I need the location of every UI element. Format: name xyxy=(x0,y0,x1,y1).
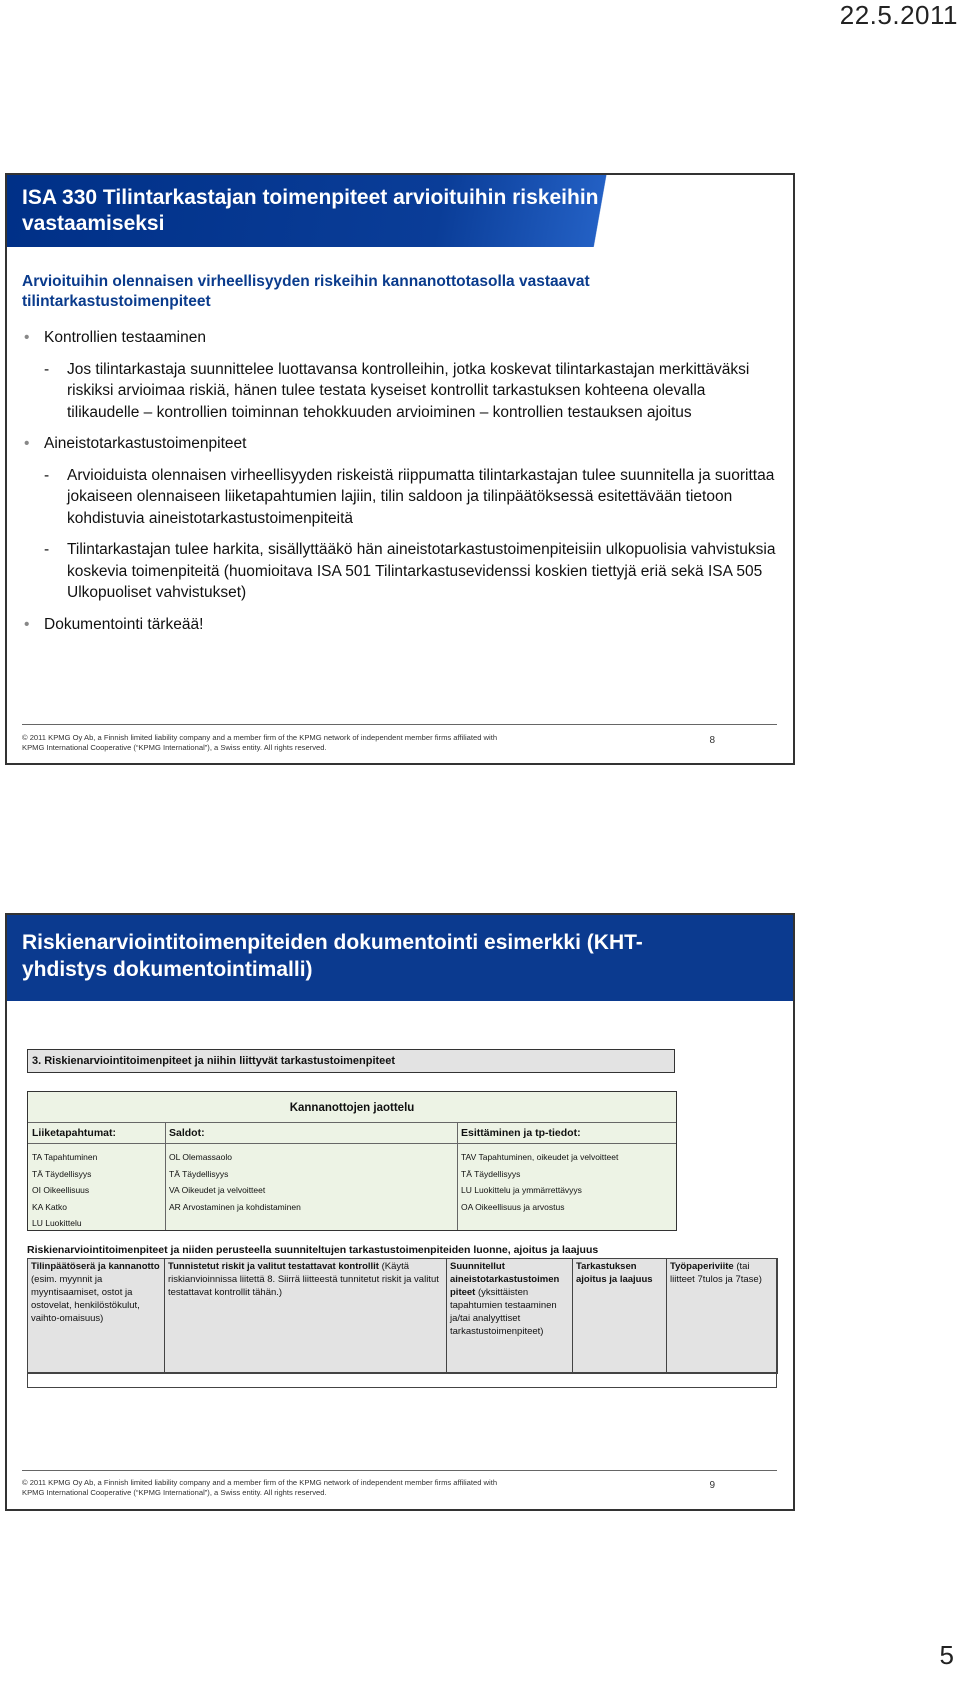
footer-line: © 2011 KPMG Oy Ab, a Finnish limited liability company and a member firm of the KPMG network of independent member firms affiliated with xyxy=(22,1478,498,1487)
dash-icon: - xyxy=(44,541,50,558)
slide-footer xyxy=(22,733,522,753)
section-header-text: 3. Riskienarviointitoimenpiteet ja niihin liittyvät tarkastustoimenpiteet xyxy=(32,1055,396,1067)
footer-line: © 2011 KPMG Oy Ab, a Finnish limited liability company and a member firm of the KPMG network of independent member firms affiliated with xyxy=(22,733,498,742)
page-date: 22.5.2011 xyxy=(839,0,958,30)
table-cell: Tarkastuksen ajoitus ja laajuus xyxy=(572,1258,667,1374)
footer-line: KPMG International Cooperative (“KPMG International”), a Swiss entity. All rights reserved. xyxy=(22,1488,327,1497)
dash-icon: - xyxy=(44,466,50,484)
dash-item xyxy=(22,465,782,530)
list-item: TÄ Täydellisyys xyxy=(169,1168,229,1179)
footer-divider xyxy=(22,1470,777,1471)
list-item: TÄ Täydellisyys xyxy=(32,1168,92,1179)
table-cell: Tilinpäätöserä ja kannanotto (esim. myynnit ja myyntisaamiset, ostot ja ostovelat, henkilöstökulut, vaihto-omaisuus) xyxy=(27,1258,165,1374)
slide-title: Riskienarviointitoimenpiteiden dokumentointi esimerkki (KHT-yhdistys dokumentointimalli) xyxy=(22,931,643,981)
list-item: AR Arvostaminen ja kohdistaminen xyxy=(169,1201,301,1212)
slide-number: 8 xyxy=(709,735,715,746)
bullet-item xyxy=(22,614,782,636)
footer-line: KPMG International Cooperative (“KPMG International”), a Swiss entity. All rights reserved. xyxy=(22,743,327,752)
bullet-icon: • xyxy=(24,329,30,346)
list-item: OI Oikeellisuus xyxy=(32,1185,90,1195)
page-number: 5 xyxy=(939,1640,954,1670)
bullet-icon: • xyxy=(24,615,30,633)
list-item: KA Katko xyxy=(32,1201,67,1212)
slide-body xyxy=(22,327,782,635)
slide-footer xyxy=(22,1478,522,1498)
col-header: Saldot: xyxy=(169,1127,205,1139)
table-row xyxy=(27,1372,777,1388)
slide-number: 9 xyxy=(709,1480,715,1491)
dash-text: Tilintarkastajan tulee harkita, sisällyttääkö hän aineistotarkastustoimenpiteisiin ulkopuolisia vahvistuksia koskevia toimenpiteitä (huomioitava ISA 501 Tilintarkastusevidenssi koskien tiettyjä eriä sekä ISA 505 Ulkopuoliset vahvistukset) xyxy=(67,541,776,601)
risk-table-title: Riskienarviointitoimenpiteet ja niiden perusteella suunniteltujen tarkastustoimenpiteiden luonne, ajoitus ja laajuus xyxy=(27,1244,599,1256)
list-item: TAV Tapahtuminen, oikeudet ja velvoitteet xyxy=(461,1152,619,1162)
dash-item xyxy=(22,539,782,604)
list-item: OA Oikeellisuus ja arvostus xyxy=(461,1201,565,1212)
table-cell: Työpaperiviite (tai liitteet 7tulos ja 7tase) xyxy=(666,1258,778,1374)
bullet-text: Aineistotarkastustoimenpiteet xyxy=(44,435,247,452)
dash-text: Jos tilintarkastaja suunnittelee luottavansa kontrolleihin, jotka koskevat tilintarkastajan merkittäväksi riskiksi arvioimaa riskiä, hänen tulee testata kyseiset kontrollit tarkastuksen kohteena olevalla tilikaudelle – kontrollien toiminnan tehokkuuden arvioiminen – kontrollien testauksen ajoitus xyxy=(67,360,750,421)
list-item: OL Olemassaolo xyxy=(169,1152,232,1162)
list-item: TA Tapahtuminen xyxy=(32,1152,98,1162)
list-item: VA Oikeudet ja velvoitteet xyxy=(169,1185,266,1195)
list-item: LU Luokittelu xyxy=(32,1218,82,1228)
slide-8 xyxy=(5,173,795,765)
col-header: Esittäminen ja tp-tiedot: xyxy=(461,1127,581,1139)
list-item: TÄ Täydellisyys xyxy=(461,1168,521,1179)
col-header: Liiketapahtumat: xyxy=(32,1127,117,1139)
bullet-icon: • xyxy=(24,435,30,452)
dash-item xyxy=(22,359,782,424)
risk-table xyxy=(27,1258,777,1373)
footer-divider xyxy=(22,724,777,725)
assertions-table xyxy=(27,1091,677,1231)
list-item: LU Luokittelu ja ymmärrettävyys xyxy=(461,1185,582,1195)
slide-9 xyxy=(5,913,795,1511)
bullet-text: Dokumentointi tärkeää! xyxy=(44,615,204,633)
dash-text: Arvioiduista olennaisen virheellisyyden riskeistä riippumatta tilintarkastajan tulee suunnitella ja suorittaa jokaiseen olennaiseen liiketapahtumien lajiin, tilin saldoon ja tilinpäätöksessä esitettävään tietoon kohdistuvia aineistotarkastustoimenpiteitä xyxy=(67,466,775,527)
slide-title: ISA 330 Tilintarkastajan toimenpiteet arvioituihin riskeihin vastaamiseksi xyxy=(22,186,599,235)
table-cell: Tunnistetut riskit ja valitut testattavat kontrollit (Käytä riskianvioinnissa liitettä 8. Siirrä liitteestä tunnitetut riskit ja valitut testattavat kontrollit tähän.) xyxy=(164,1258,447,1374)
saldot-list xyxy=(169,1149,301,1215)
assertions-title: Kannanottojen jaottelu xyxy=(289,1102,415,1114)
slide-title-bar xyxy=(7,915,793,1001)
liiketapahtumat-list xyxy=(32,1149,97,1232)
slide-title-bar xyxy=(7,175,793,247)
esittaminen-list xyxy=(461,1149,618,1215)
bullet-text: Kontrollien testaaminen xyxy=(44,329,206,346)
table-cell: Suunnitellut aineistotarkastustoimen piteet (yksittäisten tapahtumien testaaminen ja/tai analyyttiset tarkastustoimenpiteet) xyxy=(446,1258,573,1374)
slide-subtitle: Arvioituihin olennaisen virheellisyyden riskeihin kannanottotasolla vastaavat tilintarkastustoimenpiteet xyxy=(22,273,590,310)
section-header xyxy=(27,1049,675,1073)
bullet-item xyxy=(22,327,782,349)
bullet-item xyxy=(22,433,782,455)
dash-icon: - xyxy=(44,360,50,378)
